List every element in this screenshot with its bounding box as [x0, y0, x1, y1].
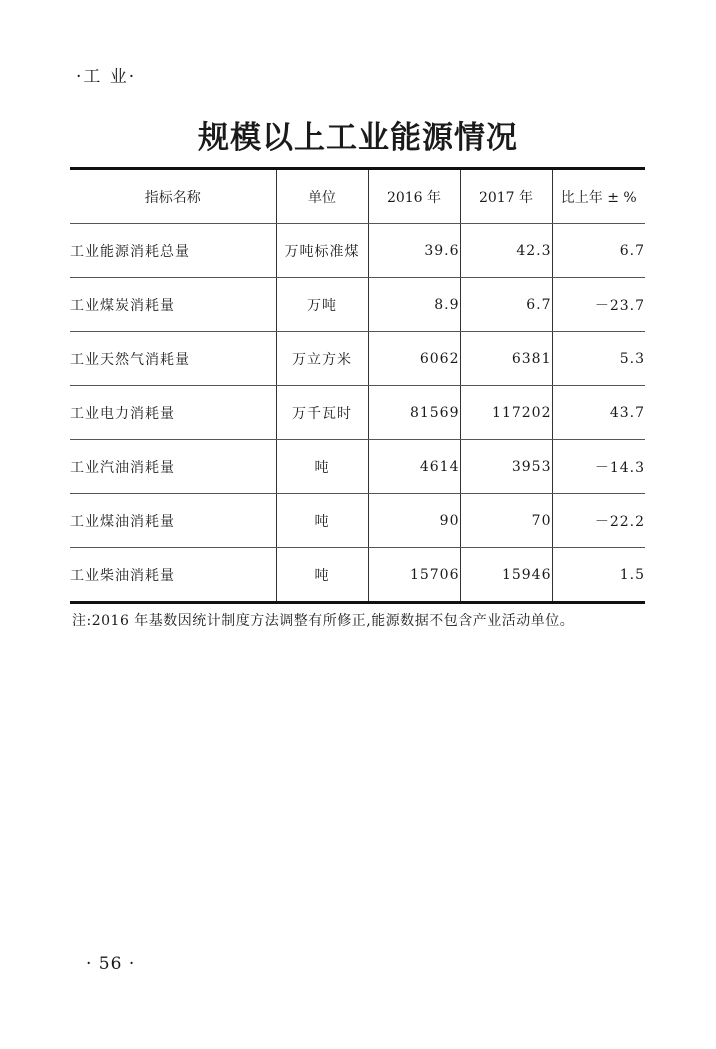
column-header-unit: 单位 — [276, 169, 368, 224]
column-header-change: 比上年 ± % — [552, 169, 645, 224]
change-percent: －23.7 — [552, 278, 645, 332]
change-percent: 43.7 — [552, 386, 645, 440]
table-row — [70, 278, 645, 332]
unit-cell: 万吨标准煤 — [276, 224, 368, 278]
change-percent: －14.3 — [552, 440, 645, 494]
value-2016: 90 — [368, 494, 460, 548]
value-2017: 15946 — [460, 548, 552, 603]
change-percent: 1.5 — [552, 548, 645, 603]
unit-cell: 万吨 — [276, 278, 368, 332]
unit-cell: 吨 — [276, 494, 368, 548]
table-header-row — [70, 169, 645, 224]
indicator-name: 工业煤炭消耗量 — [70, 278, 276, 332]
table-row — [70, 494, 645, 548]
energy-table — [70, 167, 645, 604]
value-2017: 42.3 — [460, 224, 552, 278]
table-row — [70, 548, 645, 603]
table-row — [70, 440, 645, 494]
value-2016: 81569 — [368, 386, 460, 440]
value-2017: 6381 — [460, 332, 552, 386]
unit-cell: 万立方米 — [276, 332, 368, 386]
table-row — [70, 332, 645, 386]
section-header: ·工 业· — [76, 67, 137, 87]
table-row — [70, 386, 645, 440]
value-2016: 8.9 — [368, 278, 460, 332]
change-percent: 5.3 — [552, 332, 645, 386]
table-footnote: 注:2016 年基数因统计制度方法调整有所修正,能源数据不包含产业活动单位。 — [72, 613, 575, 629]
value-2017: 117202 — [460, 386, 552, 440]
value-2016: 39.6 — [368, 224, 460, 278]
indicator-name: 工业汽油消耗量 — [70, 440, 276, 494]
unit-cell: 吨 — [276, 440, 368, 494]
column-header-indicator: 指标名称 — [70, 169, 276, 224]
indicator-name: 工业煤油消耗量 — [70, 494, 276, 548]
value-2016: 6062 — [368, 332, 460, 386]
change-percent: －22.2 — [552, 494, 645, 548]
value-2016: 4614 — [368, 440, 460, 494]
indicator-name: 工业柴油消耗量 — [70, 548, 276, 603]
value-2016: 15706 — [368, 548, 460, 603]
indicator-name: 工业电力消耗量 — [70, 386, 276, 440]
value-2017: 70 — [460, 494, 552, 548]
page-title: 规模以上工业能源情况 — [198, 120, 518, 156]
page-number: · 56 · — [86, 954, 136, 974]
value-2017: 3953 — [460, 440, 552, 494]
indicator-name: 工业天然气消耗量 — [70, 332, 276, 386]
unit-cell: 万千瓦时 — [276, 386, 368, 440]
column-header-2016: 2016 年 — [368, 169, 460, 224]
change-percent: 6.7 — [552, 224, 645, 278]
column-header-2017: 2017 年 — [460, 169, 552, 224]
table-row — [70, 224, 645, 278]
unit-cell: 吨 — [276, 548, 368, 603]
indicator-name: 工业能源消耗总量 — [70, 224, 276, 278]
value-2017: 6.7 — [460, 278, 552, 332]
